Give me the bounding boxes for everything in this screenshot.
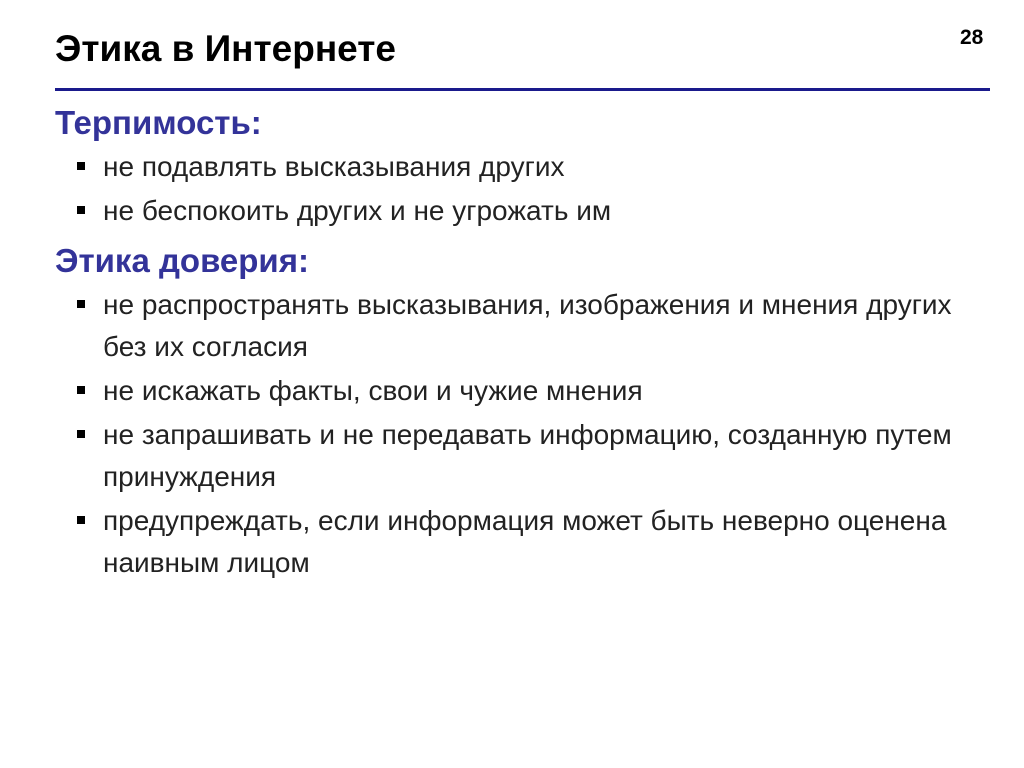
bullet-text: не беспокоить других и не угрожать им [103, 195, 612, 226]
slide-content [55, 100, 985, 590]
bullet-text: не искажать факты, свои и чужие мнения [103, 375, 643, 406]
title-divider [55, 88, 990, 91]
bullet-text: не подавлять высказывания других [103, 151, 565, 182]
page-number: 28 [960, 26, 984, 49]
bullet-list-trust-ethics [55, 284, 985, 584]
bullet-item [55, 414, 985, 498]
square-bullet-icon [77, 300, 85, 308]
section-heading-tolerance: Терпимость: [55, 104, 262, 141]
bullet-list-tolerance [55, 146, 985, 232]
bullet-text: предупреждать, если информация может быть неверно оценена наивным лицом [103, 505, 947, 578]
bullet-item [55, 190, 985, 232]
bullet-text: не распространять высказывания, изображения и мнения других без их согласия [103, 289, 952, 362]
square-bullet-icon [77, 386, 85, 394]
bullet-text: не запрашивать и не передавать информацию, созданную путем принуждения [103, 419, 952, 492]
slide-title: Этика в Интернете [55, 28, 396, 69]
bullet-item [55, 146, 985, 188]
square-bullet-icon [77, 430, 85, 438]
section-heading-trust-ethics: Этика доверия: [55, 242, 309, 279]
bullet-item [55, 370, 985, 412]
square-bullet-icon [77, 162, 85, 170]
bullet-item [55, 500, 985, 584]
bullet-item [55, 284, 985, 368]
square-bullet-icon [77, 516, 85, 524]
square-bullet-icon [77, 206, 85, 214]
